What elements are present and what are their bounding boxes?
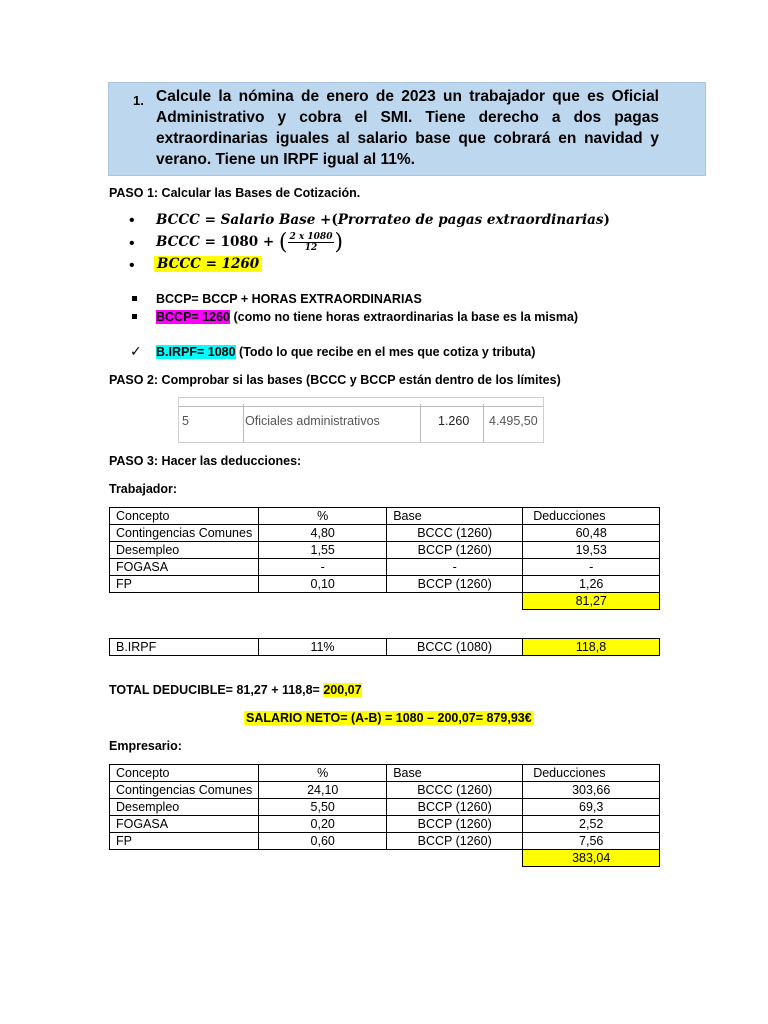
table-cell: 19,53 <box>523 542 660 559</box>
table-cell: 24,10 <box>259 782 387 799</box>
table-cell: Desempleo <box>110 542 259 559</box>
table-cell: 7,56 <box>523 833 660 850</box>
table-header-row <box>110 765 660 782</box>
table-cell: 60,48 <box>523 525 660 542</box>
bullet-icon: • <box>129 235 135 252</box>
table-row <box>110 816 660 833</box>
checkmark-icon: ✓ <box>130 343 142 359</box>
table-cell: FOGASA <box>110 559 259 576</box>
table-total-row <box>110 850 660 867</box>
paso2-title: PASO 2: Comprobar si las bases (BCCC y BCCP están dentro de los límites) <box>109 373 561 387</box>
header-cell: Base <box>387 508 523 525</box>
table-cell: FP <box>110 576 259 593</box>
paso1-title: PASO 1: Calcular las Bases de Cotización. <box>109 186 361 200</box>
header-cell: Concepto <box>110 765 259 782</box>
table-cell: - <box>259 559 387 576</box>
table-row <box>110 559 660 576</box>
table-cell: BCCP (1260) <box>387 799 523 816</box>
limits-table-snippet <box>178 397 544 443</box>
table-total-row <box>110 593 660 610</box>
bccp-line: BCCP= 1260 (como no tiene horas extraordinarias la base es la misma) <box>156 310 579 324</box>
header-cell: Deducciones <box>523 508 660 525</box>
table-row <box>110 833 660 850</box>
table-cell: - <box>523 559 660 576</box>
table-cell: 69,3 <box>523 799 660 816</box>
table-cell: BCCP (1260) <box>387 542 523 559</box>
bullet-icon: • <box>129 257 135 274</box>
question-text: Calcule la nómina de enero de 2023 un trabajador que es Oficial Administrativo y cobra el SMI. Tiene derecho a dos pagas extraordinarias iguales al salario base que cobrará en navidad y verano. Tiene un IRPF igual al 11%. <box>156 88 659 168</box>
table-cell: BCCC (1080) <box>387 639 523 656</box>
question-box <box>108 82 706 176</box>
table-cell: 303,66 <box>523 782 660 799</box>
table-row <box>110 576 660 593</box>
empresario-total: 383,04 <box>523 850 660 867</box>
table-cell: 0,10 <box>259 576 387 593</box>
table-cell: Desempleo <box>110 799 259 816</box>
header-cell: % <box>259 765 387 782</box>
limits-max: 4.495,50 <box>489 414 538 428</box>
table-cell: FOGASA <box>110 816 259 833</box>
bccp-rule: BCCP= BCCP + HORAS EXTRAORDINARIAS <box>156 292 422 306</box>
total-deducible: TOTAL DEDUCIBLE= 81,27 + 118,8= 200,07 <box>109 683 362 697</box>
formula-bccc-definition: BCCC = Salario Base +(Prorrateo de pagas extraordinarias) <box>156 212 610 228</box>
table-cell: BCCP (1260) <box>387 816 523 833</box>
table-cell: B.IRPF <box>110 639 259 656</box>
empresario-table <box>109 764 660 867</box>
trabajador-label: Trabajador: <box>109 482 178 496</box>
table-cell: 1,55 <box>259 542 387 559</box>
formula-bccc-result: BCCC = 1260 <box>154 256 262 272</box>
table-cell: BCCP (1260) <box>387 576 523 593</box>
table-header-row <box>110 508 660 525</box>
table-cell: BCCC (1260) <box>387 782 523 799</box>
limits-category: Oficiales administrativos <box>245 414 380 428</box>
irpf-deduction: 118,8 <box>523 639 660 656</box>
birpf-line: B.IRPF= 1080 (Todo lo que recibe en el mes que cotiza y tributa) <box>156 345 536 359</box>
square-bullet-icon <box>132 314 137 319</box>
table-row <box>110 542 660 559</box>
header-cell: Deducciones <box>523 765 660 782</box>
table-cell: 0,20 <box>259 816 387 833</box>
table-cell: BCCC (1260) <box>387 525 523 542</box>
table-cell: 0,60 <box>259 833 387 850</box>
question-number: 1. <box>133 93 144 108</box>
table-row <box>110 799 660 816</box>
table-cell: - <box>387 559 523 576</box>
header-cell: Base <box>387 765 523 782</box>
table-cell: FP <box>110 833 259 850</box>
limits-min: 1.260 <box>438 414 470 428</box>
fraction: $\frac{2 x 1080}{12}$ <box>289 232 333 253</box>
table-cell: Contingencias Comunes <box>110 525 259 542</box>
empresario-label: Empresario: <box>109 739 182 753</box>
irpf-table <box>109 638 660 656</box>
limits-group: 5 <box>182 414 189 428</box>
table-cell: 5,50 <box>259 799 387 816</box>
table-row <box>110 782 660 799</box>
table-cell: Contingencias Comunes <box>110 782 259 799</box>
table-row <box>110 525 660 542</box>
table-cell: 4,80 <box>259 525 387 542</box>
header-cell: Concepto <box>110 508 259 525</box>
trabajador-total: 81,27 <box>523 593 660 610</box>
square-bullet-icon <box>132 296 137 301</box>
header-cell: % <box>259 508 387 525</box>
trabajador-table <box>109 507 660 610</box>
table-cell: 11% <box>259 639 387 656</box>
bullet-icon: • <box>129 212 135 229</box>
paso3-title: PASO 3: Hacer las deducciones: <box>109 454 302 468</box>
table-cell: BCCP (1260) <box>387 833 523 850</box>
formula-bccc-substitution: BCCC = 1080 + ( $\frac{2 x 1080}{12}$ ) <box>156 230 344 255</box>
salario-neto: SALARIO NETO= (A-B) = 1080 – 200,07= 879,93€ <box>246 711 532 725</box>
table-cell: 2,52 <box>523 816 660 833</box>
table-cell: 1,26 <box>523 576 660 593</box>
table-row <box>110 639 660 656</box>
